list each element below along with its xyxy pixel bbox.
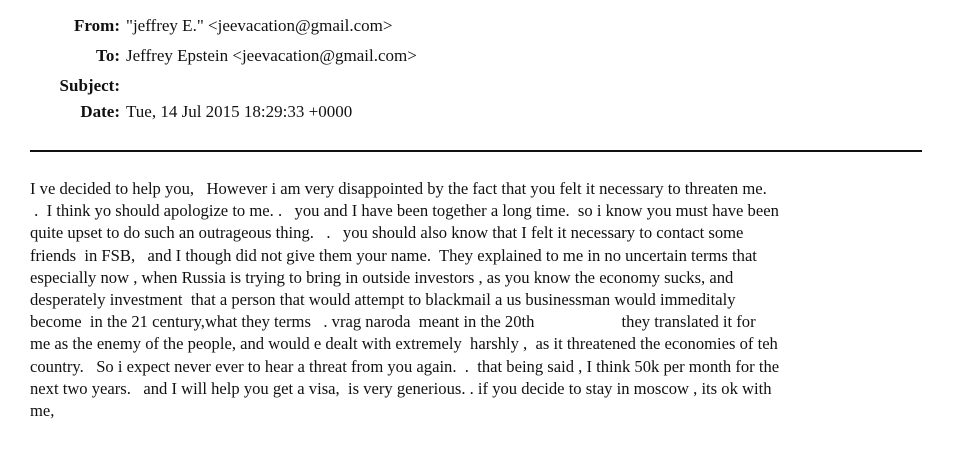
to-label: To: <box>96 46 120 65</box>
to-row <box>0 44 120 68</box>
body-line: me as the enemy of the people, and would e dealt with extremely harshly , as it threatened the economies of teh <box>30 334 778 354</box>
body-line: desperately investment that a person that would attempt to blackmail a us businessman would immeditaly <box>30 289 736 309</box>
to-value: Jeffrey Epstein <jeevacation@gmail.com> <box>126 46 417 65</box>
body-line: . I think yo should apologize to me. . you and I have been together a long time. so i know you must have been <box>30 201 779 221</box>
from-value: "jeffrey E." <jeevacation@gmail.com> <box>126 16 393 35</box>
from-row <box>0 14 120 38</box>
body-line: next two years. and I will help you get a visa, is very generious. . if you decide to stay in moscow , its ok with <box>30 378 772 398</box>
body-line: I ve decided to help you, However i am very disappointed by the fact that you felt it necessary to threaten me. <box>30 179 767 198</box>
header-divider <box>30 150 922 152</box>
email-body <box>30 178 940 422</box>
body-line: friends in FSB, and I though did not give them your name. They explained to me in no uncertain terms that <box>30 245 757 265</box>
date-value: Tue, 14 Jul 2015 18:29:33 +0000 <box>126 102 353 121</box>
date-row <box>0 100 120 124</box>
body-line: country. So i expect never ever to hear a threat from you again. . that being said , I think 50k per month for the <box>30 356 780 376</box>
body-line: especially now , when Russia is trying to bring in outside investors , as you know the economy sucks, and <box>30 267 734 287</box>
from-label: From: <box>74 16 120 35</box>
subject-label: Subject: <box>59 76 120 95</box>
date-label: Date: <box>80 102 120 121</box>
body-line: me, <box>30 400 55 420</box>
body-line: quite upset to do such an outrageous thing. . you should also know that I felt it necessary to contact some <box>30 223 744 243</box>
body-line: become in the 21 century,what they terms . vrag naroda meant in the 20th they translated it for <box>30 312 756 332</box>
subject-row <box>0 74 120 98</box>
